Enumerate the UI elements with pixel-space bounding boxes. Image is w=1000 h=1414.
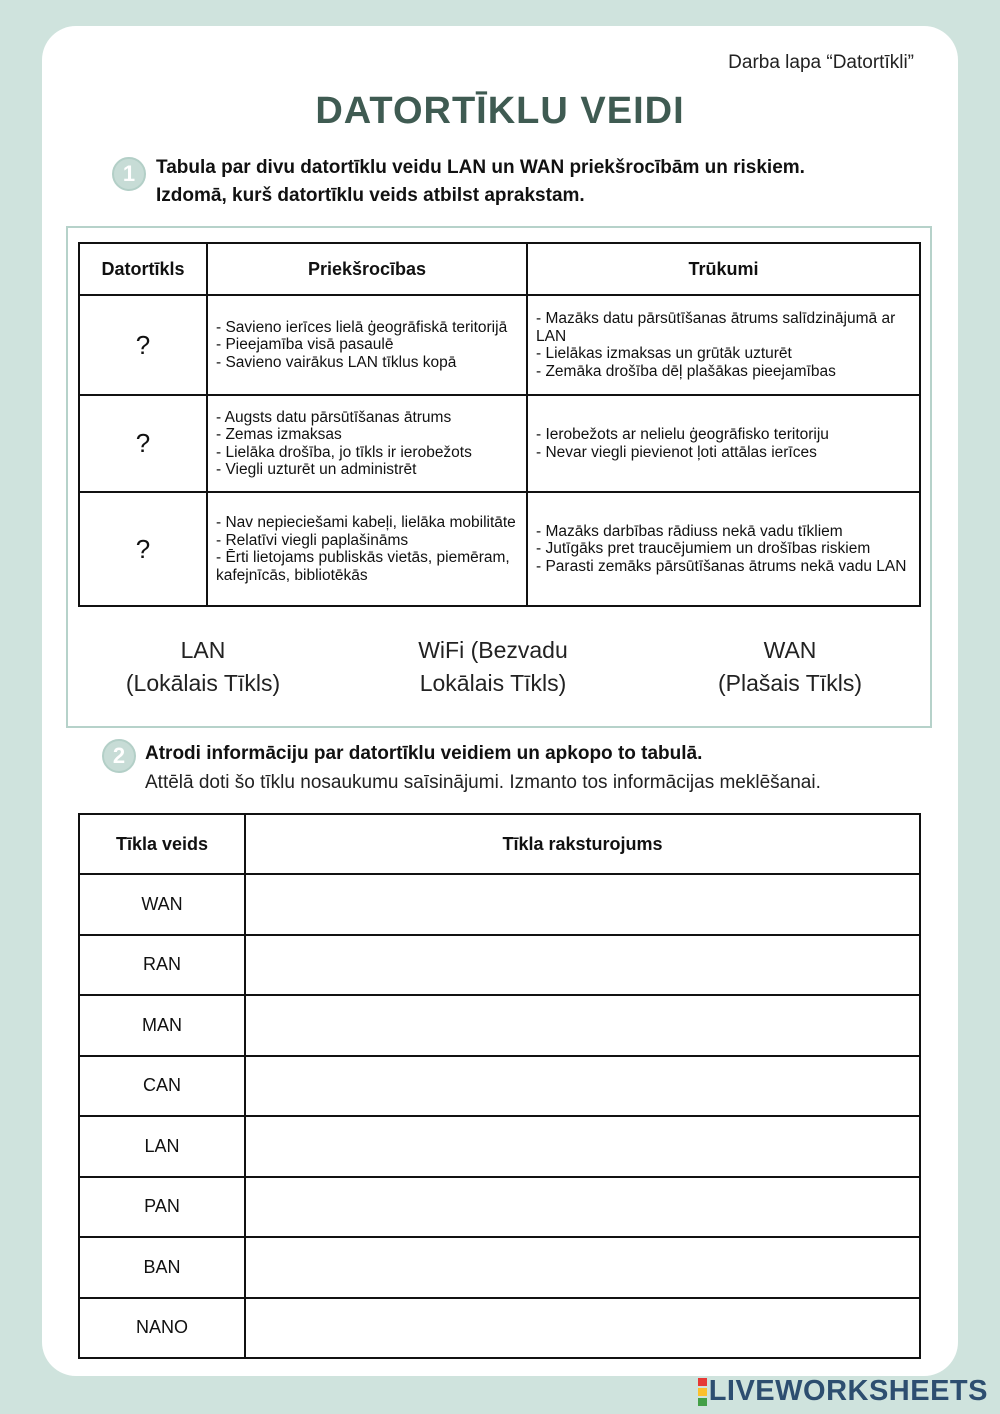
network-type-cell: MAN [79, 995, 245, 1056]
network-type-cell: WAN [79, 874, 245, 935]
option-line2: (Lokālais Tīkls) [125, 670, 281, 696]
table-row [79, 295, 920, 395]
task1-line1: Tabula par divu datortīklu veidu LAN un WAN priekšrocībām un riskiem. [156, 157, 805, 178]
table-header-row [79, 814, 920, 874]
worksheet-subtitle: Darba lapa “Datortīkli” [728, 52, 914, 73]
table-row [79, 874, 920, 935]
pros-cell [207, 395, 527, 492]
header-network-description: Tīkla raksturojums [245, 814, 920, 874]
task1-line2: Izdomā, kurš datortīklu veids atbilst aprakstam. [156, 185, 585, 206]
option-line2: (Plašais Tīkls) [718, 670, 862, 696]
option-line1: WAN [763, 637, 817, 663]
table-row [79, 1056, 920, 1117]
table-row [79, 935, 920, 996]
cons-cell [527, 395, 920, 492]
cons-cell [527, 295, 920, 395]
table-row [79, 395, 920, 492]
table-row [79, 995, 920, 1056]
worksheet-page [42, 26, 958, 1376]
pros-text: - Nav nepieciešami kabeļi, lielāka mobilitāte - Relatīvi viegli paplašināms - Ērti lietojams publiskās vietās, piemēram, kafejnīcās, bibliotēkās [216, 514, 516, 584]
network-types-table [78, 813, 921, 1359]
pros-text: - Savieno ierīces lielā ģeogrāfiskā teritorijā - Pieejamība visā pasaulē - Savieno vairākus LAN tīklus kopā [216, 318, 508, 371]
page-title: DATORTĪKLU VEIDI [315, 90, 685, 132]
description-input-cell[interactable] [245, 935, 920, 996]
option-lan[interactable] [98, 634, 308, 700]
header-cons: Trūkumi [527, 243, 920, 295]
cons-text: - Ierobežots ar nelielu ģeogrāfisko teritoriju - Nevar viegli pievienot ļoti attālas ierīces [536, 426, 829, 461]
option-wan[interactable] [690, 634, 890, 700]
description-input-cell[interactable] [245, 995, 920, 1056]
network-answer-cell[interactable]: ? [79, 295, 207, 395]
logo-block-red [698, 1378, 707, 1386]
task-number-badge: 1 [112, 157, 146, 191]
header-network: Datortīkls [79, 243, 207, 295]
option-line1: LAN [180, 637, 226, 663]
table-header-row [79, 243, 920, 295]
task2-instruction: Atrodi informāciju par datortīklu veidiem un apkopo to tabulā. [145, 743, 703, 764]
table-row [79, 1177, 920, 1238]
network-type-cell: LAN [79, 1116, 245, 1177]
task2-subinstruction: Attēlā doti šo tīklu nosaukumu saīsinājumi. Izmanto tos informācijas meklēšanai. [145, 772, 821, 793]
description-input-cell[interactable] [245, 1237, 920, 1298]
option-line2: Lokālais Tīkls) [419, 670, 567, 696]
liveworksheets-wordmark: LIVEWORKSHEETS [708, 1375, 988, 1407]
logo-block-yellow [698, 1388, 707, 1396]
network-answer-cell[interactable]: ? [79, 492, 207, 606]
liveworksheets-logo [698, 1375, 988, 1408]
network-type-cell: CAN [79, 1056, 245, 1117]
description-input-cell[interactable] [245, 1056, 920, 1117]
network-type-cell: NANO [79, 1298, 245, 1359]
cons-text: - Mazāks datu pārsūtīšanas ātrums salīdzinājumā ar LAN - Lielākas izmaksas un grūtāk uzturēt - Zemāka drošība dēļ plašākas pieejamības [536, 310, 896, 380]
table-row [79, 1298, 920, 1359]
table-row [79, 1237, 920, 1298]
network-type-cell: RAN [79, 935, 245, 996]
logo-block-green [698, 1398, 707, 1406]
header-network-type: Tīkla veids [79, 814, 245, 874]
table-row [79, 1116, 920, 1177]
cons-text: - Mazāks darbības rādiuss nekā vadu tīkliem - Jutīgāks pret traucējumiem un drošības riskiem - Parasti zemāks pārsūtīšanas ātrums nekā vadu LAN [536, 522, 907, 575]
description-input-cell[interactable] [245, 874, 920, 935]
description-input-cell[interactable] [245, 1298, 920, 1359]
task1-instruction [156, 154, 805, 210]
cons-cell [527, 492, 920, 606]
option-line1: WiFi (Bezvadu [418, 637, 568, 663]
pros-cell [207, 492, 527, 606]
table-row [79, 492, 920, 606]
task-number-badge: 2 [102, 739, 136, 773]
pros-cell [207, 295, 527, 395]
pros-text: - Augsts datu pārsūtīšanas ātrums - Zemas izmaksas - Lielāka drošība, jo tīkls ir ierobežots - Viegli uzturēt un administrēt [216, 408, 472, 478]
comparison-table [78, 242, 921, 607]
option-wifi[interactable] [388, 634, 598, 700]
network-type-cell: BAN [79, 1237, 245, 1298]
network-type-cell: PAN [79, 1177, 245, 1238]
description-input-cell[interactable] [245, 1116, 920, 1177]
header-pros: Priekšrocības [207, 243, 527, 295]
description-input-cell[interactable] [245, 1177, 920, 1238]
network-answer-cell[interactable]: ? [79, 395, 207, 492]
liveworksheets-icon [698, 1377, 707, 1407]
